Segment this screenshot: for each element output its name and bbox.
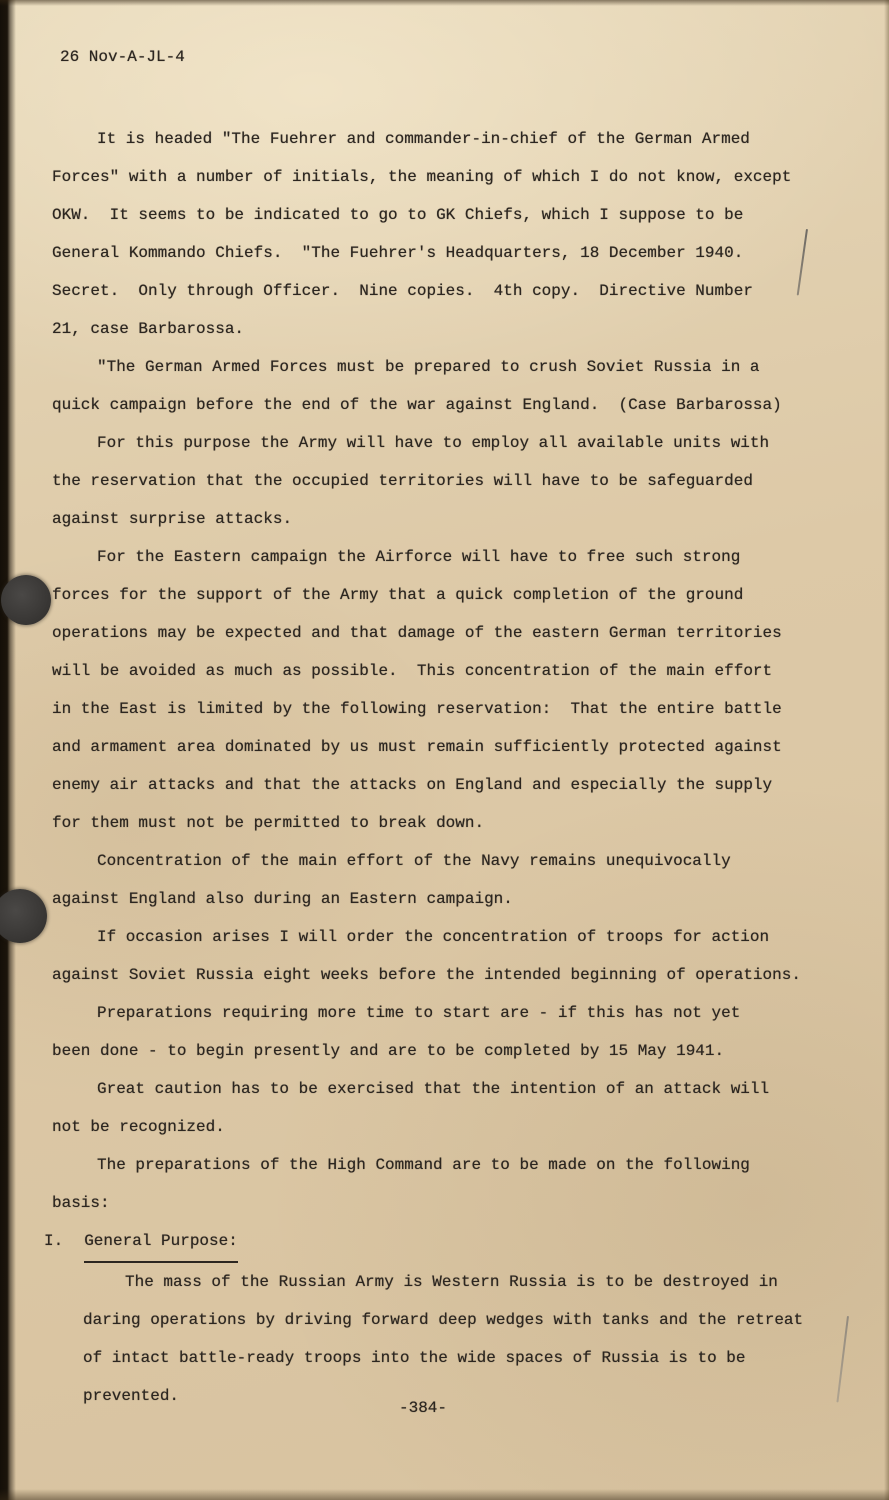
- paragraph: [52, 842, 862, 918]
- text-line: not be recognized.: [52, 1118, 225, 1136]
- text-line: Forces" with a number of initials, the meaning of which I do not know, except: [52, 168, 792, 186]
- page-edge-top: [0, 0, 889, 6]
- text-line: basis:: [52, 1194, 110, 1212]
- section-paragraph: [83, 1263, 862, 1415]
- text-line: of intact battle-ready troops into the wide spaces of Russia is to be: [83, 1349, 746, 1367]
- text-line: and armament area dominated by us must remain sufficiently protected against: [52, 738, 782, 756]
- text-line: For the Eastern campaign the Airforce will have to free such strong: [97, 548, 741, 566]
- paragraph: [52, 424, 862, 538]
- text-line: It is headed "The Fuehrer and commander-in-chief of the German Armed: [97, 130, 750, 148]
- text-line: The preparations of the High Command are to be made on the following: [97, 1156, 750, 1174]
- hole-punch-bottom: [0, 889, 47, 943]
- section-heading: [44, 1222, 862, 1263]
- text-line: in the East is limited by the following reservation: That the entire battle: [52, 700, 782, 718]
- text-line: prevented.: [83, 1387, 180, 1405]
- text-line: Secret. Only through Officer. Nine copies. 4th copy. Directive Number: [52, 282, 753, 300]
- text-line: "The German Armed Forces must be prepared to crush Soviet Russia in a: [97, 358, 760, 376]
- paragraph: [52, 918, 862, 994]
- paragraph: [52, 120, 862, 348]
- text-line: been done - to begin presently and are to be completed by 15 May 1941.: [52, 1042, 725, 1060]
- text-line: General Kommando Chiefs. "The Fuehrer's Headquarters, 18 December 1940.: [52, 244, 744, 262]
- paragraph: [52, 348, 862, 424]
- hole-punch-top: [1, 575, 51, 625]
- text-line: daring operations by driving forward deep wedges with tanks and the retreat: [83, 1311, 804, 1329]
- paragraph: [52, 994, 862, 1070]
- text-line: will be avoided as much as possible. This concentration of the main effort: [52, 662, 773, 680]
- text-line: quick campaign before the end of the war against England. (Case Barbarossa): [52, 396, 782, 414]
- text-line: If occasion arises I will order the concentration of troops for action: [97, 928, 770, 946]
- text-line: Concentration of the main effort of the Navy remains unequivocally: [97, 852, 731, 870]
- text-line: enemy air attacks and that the attacks on England and especially the supply: [52, 776, 773, 794]
- paragraph: [52, 538, 862, 842]
- text-line: against surprise attacks.: [52, 510, 293, 528]
- page-edge-right: [884, 0, 889, 1500]
- document-body: [44, 120, 862, 1415]
- text-line: operations may be expected and that damage of the eastern German territories: [52, 624, 782, 642]
- text-line: against England also during an Eastern campaign.: [52, 890, 513, 908]
- text-line: The mass of the Russian Army is Western Russia is to be destroyed in: [125, 1273, 778, 1291]
- paragraphs-container: [52, 120, 862, 1222]
- page-number: -384-: [399, 1399, 448, 1417]
- section-number: I.: [44, 1232, 64, 1250]
- text-line: 21, case Barbarossa.: [52, 320, 245, 338]
- text-line: Preparations requiring more time to start are - if this has not yet: [97, 1004, 741, 1022]
- text-line: for them must not be permitted to break down.: [52, 814, 485, 832]
- section-title: General Purpose:: [84, 1222, 238, 1263]
- page-edge-bottom: [0, 1489, 889, 1500]
- document-header: 26 Nov-A-JL-4: [60, 48, 185, 66]
- paragraph: [52, 1070, 862, 1146]
- text-line: against Soviet Russia eight weeks before the intended beginning of operations.: [52, 966, 801, 984]
- paragraph: [52, 1146, 862, 1222]
- text-line: Great caution has to be exercised that the intention of an attack will: [97, 1080, 770, 1098]
- text-line: OKW. It seems to be indicated to go to GK Chiefs, which I suppose to be: [52, 206, 744, 224]
- text-line: forces for the support of the Army that a quick completion of the ground: [52, 586, 744, 604]
- binding-edge: [0, 0, 16, 1500]
- text-line: the reservation that the occupied territories will have to be safeguarded: [52, 472, 753, 490]
- text-line: For this purpose the Army will have to employ all available units with: [97, 434, 770, 452]
